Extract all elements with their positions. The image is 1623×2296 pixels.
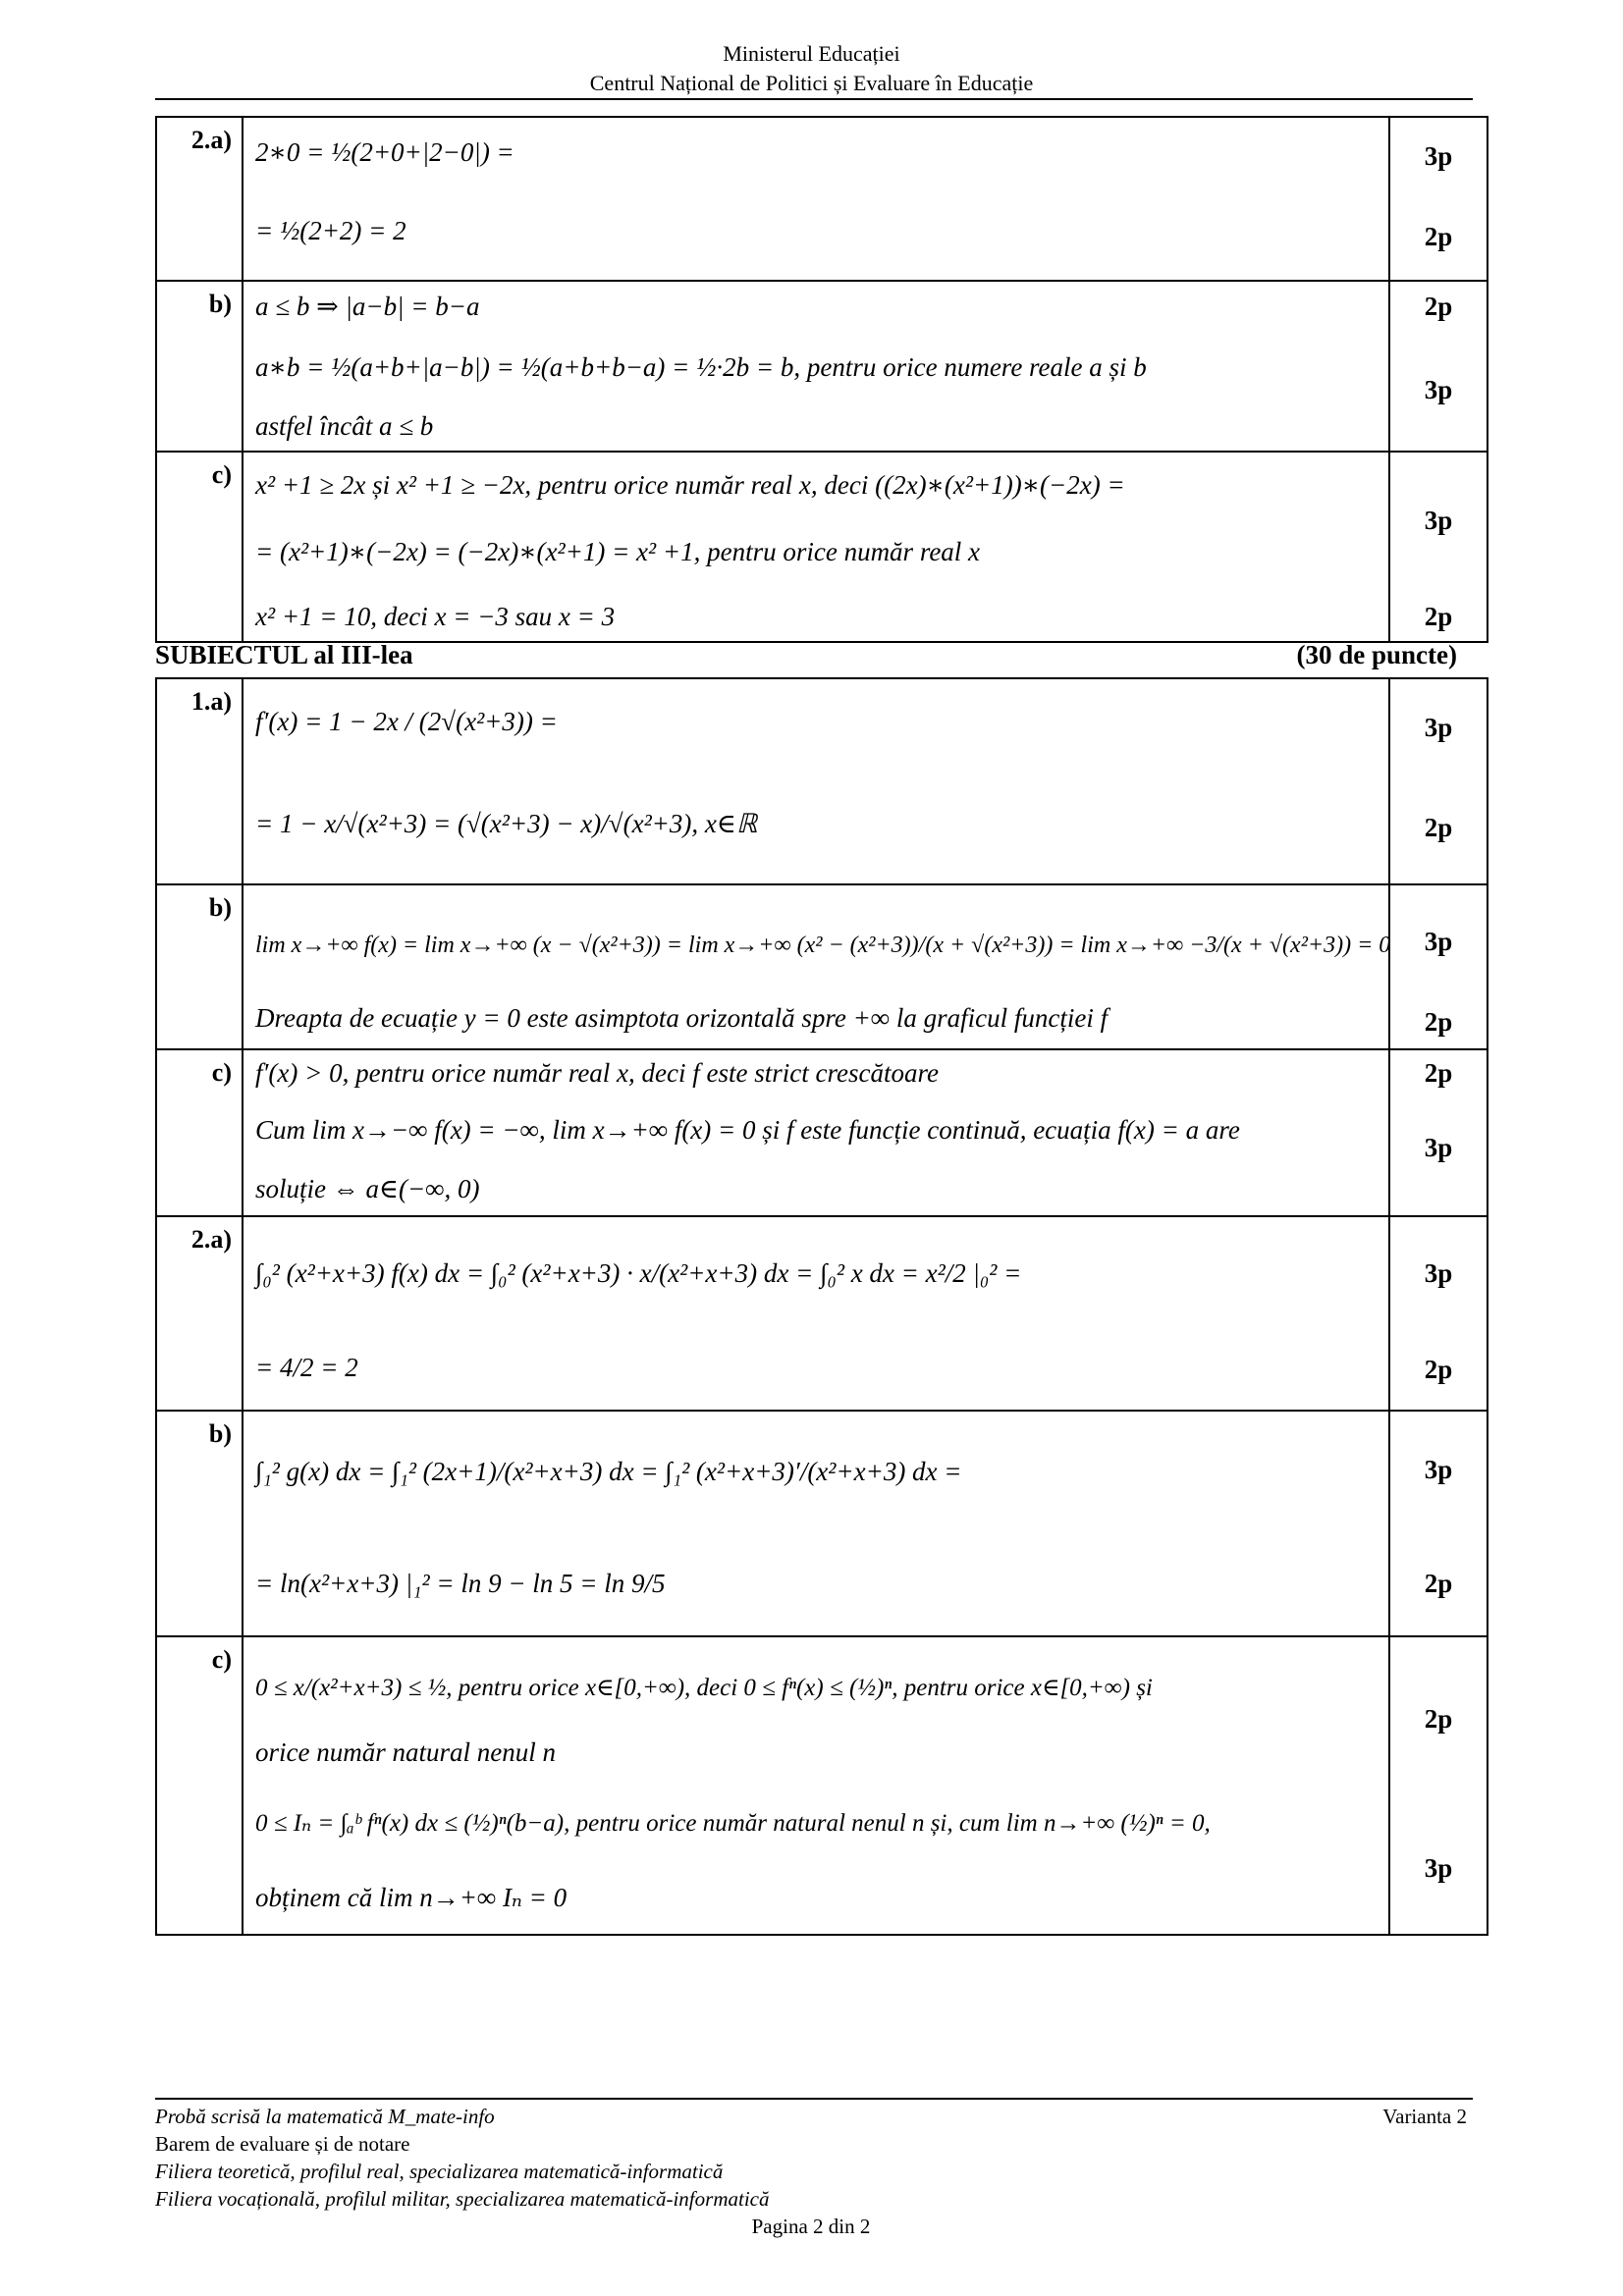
page-number: Pagina 2 din 2 [751,2215,871,2238]
solution-line: Cum lim x→−∞ f(x) = −∞, lim x→+∞ f(x) = 0 și f este funcție continuă, ecuația f(x) = a are [255,1115,1240,1145]
item-label: c) [156,452,243,642]
item-label: 1.a) [156,678,243,884]
points: 3p [1424,1455,1453,1484]
subiect3-table [155,677,1488,1936]
solution-line: = 4/2 = 2 [255,1353,358,1382]
solution-line: x² +1 = 10, deci x = −3 sau x = 3 [255,602,616,631]
points: 3p [1424,1133,1453,1162]
table-row [156,1049,1488,1216]
points: 3p [1424,141,1453,171]
solution-line: a ≤ b ⇒ |a−b| = b−a [255,292,480,321]
table-row [156,117,1488,281]
solution-line: Dreapta de ecuație y = 0 este asimptota orizontală spre +∞ la graficul funcției f [255,1003,1109,1033]
table-row [156,1216,1488,1411]
table-row [156,1636,1488,1935]
footer-exam: Probă scrisă la matematică M_mate-info [155,2105,495,2128]
solution-line: 2∗0 = ½(2+0+|2−0|) = [255,137,514,167]
points: 2p [1424,222,1453,251]
solution-line: = ln(x²+x+3) |₁² = ln 9 − ln 5 = ln 9/5 [255,1569,666,1598]
section-title-row [155,640,1457,670]
solution-line: a∗b = ½(a+b+|a−b|) = ½(a+b+b−a) = ½·2b = b, pentru orice numere reale a și b [255,352,1147,382]
page-footer [155,2103,1467,2240]
points: 3p [1424,1853,1453,1883]
footer-variant: Varianta 2 [1382,2105,1467,2128]
header-divider [155,98,1473,100]
footer-barem: Barem de evaluare și de notare [155,2132,410,2156]
table-row [156,678,1488,884]
item-label: b) [156,884,243,1049]
solution-line: soluție ⇔ a∈(−∞, 0) [255,1174,480,1203]
subiect2-table [155,116,1488,643]
page-header [0,39,1623,98]
points: 2p [1424,813,1453,842]
solution-line: astfel încât a ≤ b [255,411,434,441]
table-row [156,281,1488,452]
points: 2p [1424,292,1453,321]
footer-divider [155,2098,1473,2100]
header-ministry: Ministerul Educației [723,41,900,66]
item-label: c) [156,1049,243,1216]
table-row [156,884,1488,1049]
footer-filiera-1: Filiera teoretică, profilul real, specializarea matematică-informatică [155,2160,724,2183]
points: 2p [1424,1355,1453,1384]
solution-line: lim x→+∞ f(x) = lim x→+∞ (x − √(x²+3)) = lim x→+∞ (x² − (x²+3))/(x + √(x²+3)) = lim x→+∞ −3/(x + √(x²+3)) = 0 [255,933,1391,958]
points: 3p [1424,1258,1453,1288]
solution-line: ∫₁² g(x) dx = ∫₁² (2x+1)/(x²+x+3) dx = ∫₁² (x²+x+3)′/(x²+x+3) dx = [255,1457,962,1486]
points: 2p [1424,1007,1453,1037]
footer-filiera-2: Filiera vocațională, profilul militar, specializarea matematică-informatică [155,2187,770,2211]
table-row [156,452,1488,642]
points: 2p [1424,1569,1453,1598]
points: 3p [1424,927,1453,956]
solution-line: = (x²+1)∗(−2x) = (−2x)∗(x²+1) = x² +1, pentru orice număr real x [255,537,981,566]
points: 2p [1424,1704,1453,1734]
solution-line: 0 ≤ x/(x²+x+3) ≤ ½, pentru orice x∈[0,+∞), deci 0 ≤ fⁿ(x) ≤ (½)ⁿ, pentru orice x∈[0,+∞) și [255,1675,1153,1701]
solution-line: x² +1 ≥ 2x și x² +1 ≥ −2x, pentru orice număr real x, deci ((2x)∗(x²+1))∗(−2x) = [255,470,1125,500]
solution-line: 0 ≤ Iₙ = ∫ₐᵇ fⁿ(x) dx ≤ (½)ⁿ(b−a), pentru orice număr natural nenul n și, cum lim n→+∞ (½)ⁿ = 0, [255,1810,1211,1837]
item-label: b) [156,1411,243,1636]
header-center: Centrul Național de Politici și Evaluare în Educație [589,71,1034,95]
points: 3p [1424,713,1453,742]
item-label: 2.a) [156,117,243,281]
table-row [156,1411,1488,1636]
item-label: 2.a) [156,1216,243,1411]
points: 3p [1424,375,1453,404]
section-points: (30 de puncte) [1296,640,1457,669]
solution-line: orice număr natural nenul n [255,1737,556,1767]
solution-line: f′(x) > 0, pentru orice număr real x, deci f este strict crescătoare [255,1058,939,1088]
item-label: c) [156,1636,243,1935]
points: 3p [1424,506,1453,535]
solution-line: obținem că lim n→+∞ Iₙ = 0 [255,1883,568,1912]
solution-line: ∫₀² (x²+x+3) f(x) dx = ∫₀² (x²+x+3) · x/(x²+x+3) dx = ∫₀² x dx = x²/2 |₀² = [255,1258,1022,1288]
points: 2p [1424,602,1453,631]
solution-line: f′(x) = 1 − 2x / (2√(x²+3)) = [255,707,558,736]
solution-line: = ½(2+2) = 2 [255,216,406,245]
solution-line: = 1 − x/√(x²+3) = (√(x²+3) − x)/√(x²+3), x∈ℝ [255,809,758,838]
section-title: SUBIECTUL al III-lea [155,640,413,669]
points: 2p [1424,1058,1453,1088]
item-label: b) [156,281,243,452]
